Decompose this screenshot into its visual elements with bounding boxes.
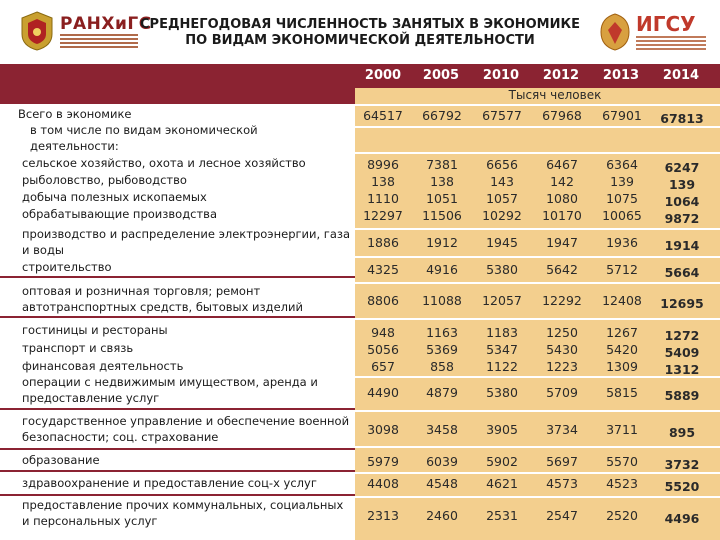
table-cell: 12292 <box>542 293 582 308</box>
row-label: добыча полезных ископаемых <box>22 190 207 204</box>
row-label: строительство <box>22 260 112 274</box>
row-gap <box>355 410 720 412</box>
table-cell: 139 <box>610 174 634 189</box>
table-cell: 5664 <box>664 265 700 280</box>
table-cell: 5697 <box>546 454 578 469</box>
table-cell: 1064 <box>664 194 700 209</box>
table-cell: 5642 <box>546 262 578 277</box>
row-gap <box>355 496 720 498</box>
table-cell: 4490 <box>367 385 399 400</box>
table-cell: 1163 <box>426 325 458 340</box>
table-cell: 4496 <box>664 511 700 526</box>
table-cell: 142 <box>550 174 574 189</box>
units-label: Тысяч человек <box>508 88 602 102</box>
table-cell: 6467 <box>546 157 578 172</box>
table-cell: 1309 <box>606 359 638 374</box>
table-cell: 6039 <box>426 454 458 469</box>
table-cell: 67901 <box>602 108 642 123</box>
row-separator <box>0 316 355 318</box>
row-label: здравоохранение и предоставление соц-х услуг <box>22 476 317 490</box>
table-cell: 1122 <box>486 359 518 374</box>
table-cell: 948 <box>371 325 395 340</box>
year-header: 2014 <box>662 68 700 83</box>
row-separator <box>0 276 355 278</box>
row-label: образование <box>22 453 100 467</box>
table-cell: 1110 <box>367 191 399 206</box>
table-cell: 5902 <box>486 454 518 469</box>
table-cell: 1947 <box>546 235 578 250</box>
row-label: рыболовство, рыбоводство <box>22 173 187 187</box>
brand-left-tagline <box>60 34 138 50</box>
table-cell: 3711 <box>606 422 638 437</box>
row-label: обрабатывающие производства <box>22 207 217 221</box>
table-cell: 1051 <box>426 191 458 206</box>
table-cell: 1886 <box>367 235 399 250</box>
brand-right: ИГСУ <box>636 12 696 36</box>
table-cell: 1075 <box>606 191 638 206</box>
ranepa-emblem-icon <box>18 10 56 52</box>
row-label: предоставление прочих коммунальных, социальных и персональных услуг <box>22 498 344 528</box>
table-cell: 5369 <box>426 342 458 357</box>
table-cell: 3732 <box>664 457 700 472</box>
table-cell: 9872 <box>664 211 700 226</box>
table-cell: 4548 <box>426 476 458 491</box>
table-cell: 5347 <box>486 342 518 357</box>
table-cell: 67813 <box>660 111 704 126</box>
table-cell: 1312 <box>664 362 700 377</box>
table-cell: 657 <box>371 359 395 374</box>
table-cell: 1250 <box>546 325 578 340</box>
row-label-total: Всего в экономике <box>18 107 132 121</box>
table-cell: 4408 <box>367 476 399 491</box>
subheading-line-2: деятельности: <box>30 139 119 153</box>
table-cell: 138 <box>371 174 395 189</box>
year-header: 2012 <box>542 68 580 83</box>
row-gap <box>355 256 720 258</box>
row-separator <box>0 408 355 410</box>
table-cell: 1936 <box>606 235 638 250</box>
brand-right-tagline <box>636 36 706 52</box>
table-cell: 2531 <box>486 508 518 523</box>
table-cell: 64517 <box>363 108 403 123</box>
table-cell: 5430 <box>546 342 578 357</box>
table-cell: 5709 <box>546 385 578 400</box>
table-cell: 12297 <box>363 208 403 223</box>
table-cell: 1183 <box>486 325 518 340</box>
table-cell: 12695 <box>660 296 704 311</box>
row-label: финансовая деятельность <box>22 359 184 373</box>
table-cell: 4621 <box>486 476 518 491</box>
table-cell: 5409 <box>664 345 700 360</box>
table-cell: 895 <box>668 425 696 440</box>
table-cell: 6247 <box>664 160 700 175</box>
table-cell: 10065 <box>602 208 642 223</box>
table-cell: 8806 <box>367 293 399 308</box>
row-gap <box>355 282 720 284</box>
row-separator <box>0 448 355 450</box>
table-cell: 139 <box>668 177 696 192</box>
table-cell: 10170 <box>542 208 582 223</box>
row-label: сельское хозяйство, охота и лесное хозяйство <box>22 156 306 170</box>
row-gap <box>355 228 720 230</box>
table-cell: 3734 <box>546 422 578 437</box>
row-label: гостиницы и рестораны <box>22 323 168 337</box>
row-gap <box>355 104 720 106</box>
table-cell: 4325 <box>367 262 399 277</box>
slide-header <box>0 0 720 62</box>
row-gap <box>355 152 720 154</box>
table-cell: 66792 <box>422 108 462 123</box>
table-cell: 3458 <box>426 422 458 437</box>
year-header: 2000 <box>364 68 402 83</box>
row-label: оптовая и розничная торговля; ремонт автотранспортных средств, бытовых изделий <box>22 284 303 314</box>
table-cell: 10292 <box>482 208 522 223</box>
table-cell: 11088 <box>422 293 462 308</box>
table-cell: 2460 <box>426 508 458 523</box>
row-gap <box>355 446 720 448</box>
page-title <box>140 17 580 49</box>
row-label: операции с недвижимым имуществом, аренда и предоставление услуг <box>22 375 318 405</box>
table-cell: 1912 <box>426 235 458 250</box>
table-cell: 1914 <box>664 238 700 253</box>
year-header: 2010 <box>482 68 520 83</box>
subheading-line-1: в том числе по видам экономической <box>30 123 258 137</box>
table-cell: 1223 <box>546 359 578 374</box>
table-cell: 67577 <box>482 108 522 123</box>
row-label: транспорт и связь <box>22 341 134 355</box>
row-gap <box>355 318 720 320</box>
table-cell: 858 <box>430 359 454 374</box>
row-label: государственное управление и обеспечение военной безопасности; соц. страхование <box>22 414 350 444</box>
title-line-2: ПО ВИДАМ ЭКОНОМИЧЕСКОЙ ДЕЯТЕЛЬНОСТИ <box>185 33 535 48</box>
table-cell: 5979 <box>367 454 399 469</box>
table-cell: 3098 <box>367 422 399 437</box>
table-cell: 2520 <box>606 508 638 523</box>
table-cell: 6656 <box>486 157 518 172</box>
table-cell: 6364 <box>606 157 638 172</box>
table-cell: 5420 <box>606 342 638 357</box>
table-cell: 1057 <box>486 191 518 206</box>
row-separator <box>0 494 355 496</box>
year-header: 2013 <box>602 68 640 83</box>
table-cell: 5380 <box>486 385 518 400</box>
table-cell: 3905 <box>486 422 518 437</box>
table-cell: 5056 <box>367 342 399 357</box>
table-cell: 4523 <box>606 476 638 491</box>
table-cell: 12408 <box>602 293 642 308</box>
table-cell: 138 <box>430 174 454 189</box>
table-cell: 8996 <box>367 157 399 172</box>
table-cell: 11506 <box>422 208 462 223</box>
table-cell: 143 <box>490 174 514 189</box>
table-cell: 4879 <box>426 385 458 400</box>
table-cell: 1945 <box>486 235 518 250</box>
table-cell: 1080 <box>546 191 578 206</box>
table-cell: 12057 <box>482 293 522 308</box>
table-cell: 5570 <box>606 454 638 469</box>
labels-header-band <box>0 64 355 104</box>
table-cell: 2313 <box>367 508 399 523</box>
row-separator <box>0 470 355 472</box>
year-header: 2005 <box>422 68 460 83</box>
table-cell: 5815 <box>606 385 638 400</box>
table-cell: 1267 <box>606 325 638 340</box>
table-cell: 5889 <box>664 388 700 403</box>
title-line-1: СРЕДНЕГОДОВАЯ ЧИСЛЕННОСТЬ ЗАНЯТЫХ В ЭКОНОМИКЕ <box>140 17 580 32</box>
table-cell: 2547 <box>546 508 578 523</box>
table-cell: 67968 <box>542 108 582 123</box>
table-cell: 1272 <box>664 328 700 343</box>
table-cell: 5520 <box>664 479 700 494</box>
igsu-emblem-icon <box>598 12 632 52</box>
table-cell: 5380 <box>486 262 518 277</box>
row-label: производство и распределение электроэнергии, газа и воды <box>22 227 351 257</box>
table-cell: 7381 <box>426 157 458 172</box>
table-cell: 4573 <box>546 476 578 491</box>
table-cell: 4916 <box>426 262 458 277</box>
table-cell: 5712 <box>606 262 638 277</box>
brand-left: РАНХиГС <box>60 14 152 34</box>
